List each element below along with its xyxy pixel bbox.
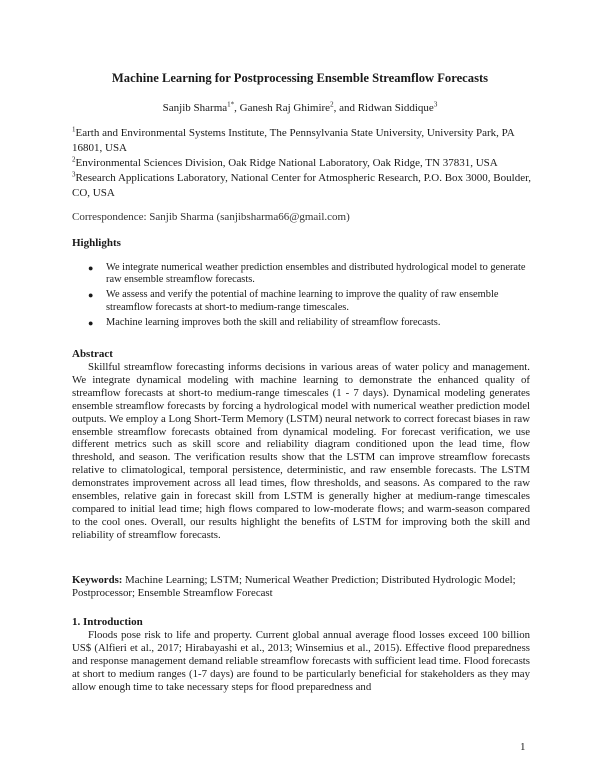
author-sup: 3 — [433, 100, 438, 109]
highlight-text: Machine learning improves both the skill and reliability of streamflow forecasts. — [106, 316, 441, 328]
introduction-heading: 1. Introduction — [72, 616, 143, 628]
author-list — [40, 101, 560, 115]
highlights-list — [72, 262, 542, 332]
affiliation-1 — [72, 126, 542, 155]
keywords-label: Keywords: — [72, 574, 123, 586]
highlight-text: We integrate numerical weather prediction ensembles and distributed hydrological model to generate raw ensemble streamflow forecasts. — [106, 262, 526, 286]
highlights-heading: Highlights — [72, 237, 121, 249]
list-item — [72, 289, 542, 313]
highlight-text: We assess and verify the potential of machine learning to improve the quality of raw ensemble streamflow forecasts at short-to medium-range timescales. — [106, 289, 499, 313]
author-sup: 1* — [227, 100, 235, 109]
bullet-icon: ● — [88, 263, 94, 273]
keywords-text: Machine Learning; LSTM; Numerical Weather Prediction; Distributed Hydrologic Model; Postprocessor; Ensemble Streamflow Forecast — [72, 574, 516, 599]
list-item — [72, 317, 542, 329]
correspondence: Correspondence: Sanjib Sharma (sanjibsharma66@gmail.com) — [72, 211, 350, 223]
affiliation-text: Research Applications Laboratory, National Center for Atmospheric Research, P.O. Box 3000, Boulder, CO, USA — [72, 172, 532, 199]
affiliation-text: Earth and Environmental Systems Institute, The Pennsylvania State University, University Park, PA 16801, USA — [72, 127, 515, 154]
author-name: Ganesh Raj Ghimire — [239, 102, 331, 114]
abstract-heading: Abstract — [72, 348, 113, 360]
bullet-icon: ● — [88, 290, 94, 301]
affiliation-text: Environmental Sciences Division, Oak Ridge National Laboratory, Oak Ridge, TN 37831, USA — [75, 157, 498, 169]
author-sup: 2 — [330, 100, 334, 109]
paper-title: Machine Learning for Postprocessing Ensemble Streamflow Forecasts — [111, 71, 489, 85]
keywords — [72, 574, 530, 600]
affiliation-sup: 3 — [72, 170, 76, 179]
affiliation-2 — [72, 156, 542, 171]
affiliation-3 — [72, 171, 542, 200]
author-sep: , — [234, 102, 240, 114]
introduction-text: Floods pose risk to life and property. Current global annual average flood losses exceed 100 billion US$ (Alfieri et al., 2017; Hirabayashi et al., 2013; Winsemius et al., 2015). Effective flood preparedness and response management demand reliable streamflow forecasts with sufficient lead time. Flood forecasts at short to medium ranges (1-7 days) are found to be particularly beneficial for stakeholders as they may allow enough time to take necessary steps for flood preparedness and — [72, 629, 530, 693]
author-sep: , and — [333, 102, 358, 114]
page-number: 1 — [520, 741, 526, 753]
list-item — [72, 262, 542, 286]
affiliation-sup: 1 — [72, 125, 76, 134]
author-name: Sanjib Sharma — [162, 102, 228, 114]
abstract-text: Skillful streamflow forecasting informs decisions in various areas of water policy and management. We integrate dynamical modeling with machine learning to demonstrate the enhanced quality of streamflow forecasts at short-to medium-range timescales (1 - 7 days). Dynamical modeling generates ensemble streamflow forecasts by forcing a hydrological model with numerical weather prediction model outputs. We employ a Long Short-Term Memory (LSTM) neural network to correct forecast biases in raw ensemble streamflow forecasts obtained from dynamical modeling. For forecast verification, we use different metrics such as skill score and reliability diagram conditioned upon the lead time, flow threshold, and season. The verification results show that the LSTM can improve streamflow forecasts relative to climatological, temporal persistence, deterministic, and raw ensemble forecasts. The LSTM demonstrates improvement across all lead times, flow thresholds, and seasons. As compared to the raw ensembles, relative gain in forecast skill from LSTM is generally higher at medium-range timescales compared to initial lead time; high flows compared to low-moderate flows; and warm-season compared to the cool ones. Overall, our results highlight the benefits of LSTM for improving both the skill and reliability of streamflow forecasts. — [72, 361, 530, 541]
bullet-icon: ● — [88, 317, 94, 328]
affiliation-sup: 2 — [72, 155, 76, 164]
author-name: Ridwan Siddique — [357, 102, 434, 114]
